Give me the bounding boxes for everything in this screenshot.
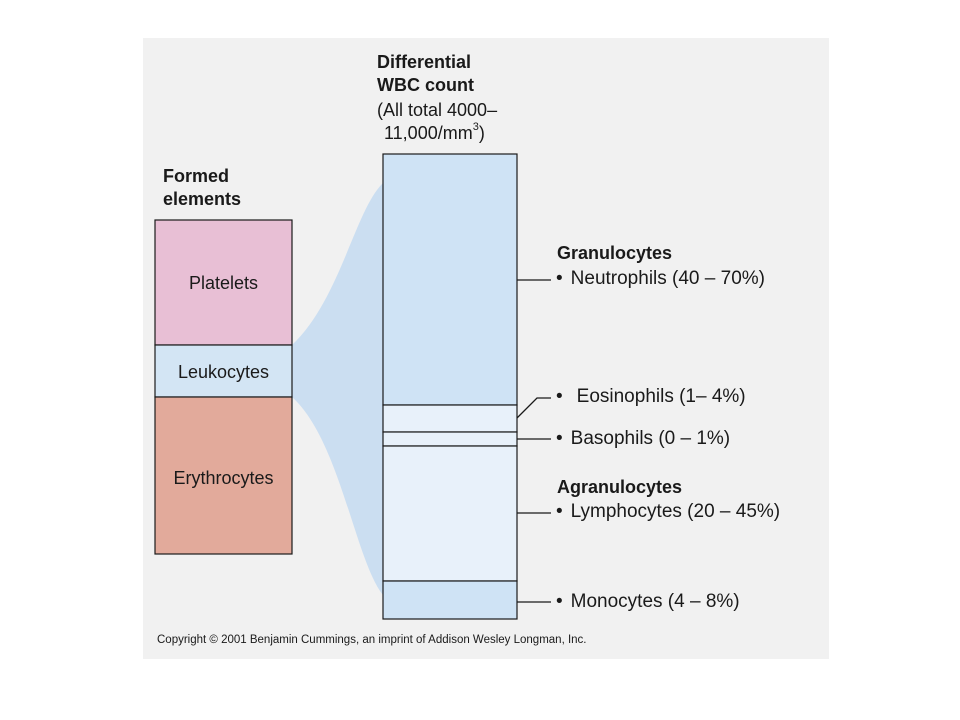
monocytes-label: • Monocytes (4 – 8%) (556, 591, 740, 612)
erythrocytes-label: Erythrocytes (173, 468, 274, 488)
fan-connector (292, 183, 383, 595)
formed-title-line2: elements (163, 189, 242, 209)
agranulocytes-heading: Agranulocytes (557, 477, 683, 497)
leukocytes-label: Leukocytes (177, 362, 270, 382)
platelets-label: Platelets (188, 273, 259, 293)
wbc-title-line1: Differential (377, 52, 472, 72)
wbc-subtitle-line1: (All total 4000– (377, 100, 498, 120)
eosinophils-label: • Eosinophils (1– 4%) (556, 386, 746, 407)
monocytes-segment (383, 581, 517, 619)
neutrophils-segment (383, 154, 517, 405)
eosinophils-segment (383, 405, 517, 432)
neutrophils-label: • Neutrophils (40 – 70%) (556, 268, 765, 289)
granulocytes-heading: Granulocytes (557, 243, 673, 263)
basophils-label: • Basophils (0 – 1%) (556, 428, 731, 449)
copyright-notice: Copyright © 2001 Benjamin Cummings, an imprint of Addison Wesley Longman, Inc. (157, 634, 587, 646)
lymphocytes-label: • Lymphocytes (20 – 45%) (556, 501, 781, 522)
wbc-title-line2: WBC count (377, 75, 474, 95)
eosinophils-leader (517, 398, 551, 418)
lymphocytes-segment (383, 446, 517, 581)
formed-title-line1: Formed (163, 166, 230, 186)
basophils-segment (383, 432, 517, 446)
wbc-subtitle-line2: $11,000/mm^3$) (384, 121, 485, 143)
